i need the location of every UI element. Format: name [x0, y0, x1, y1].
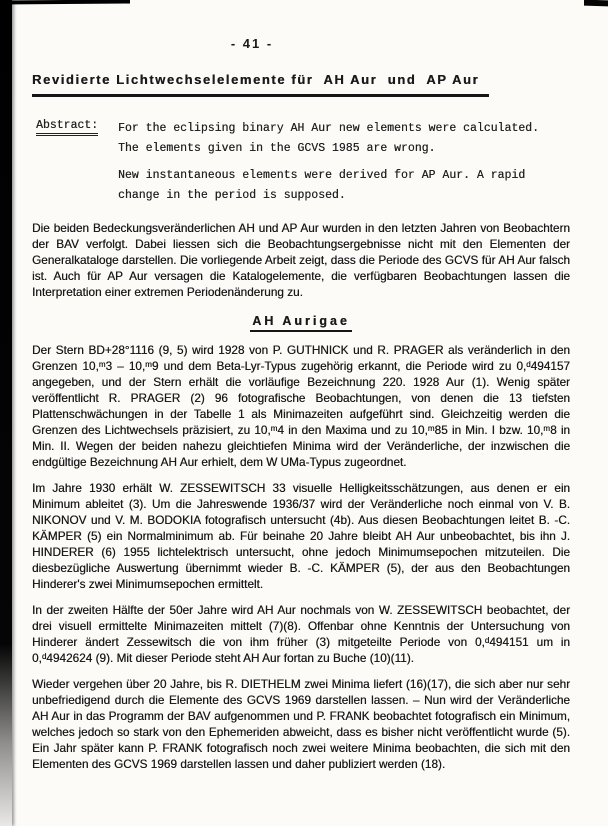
abstract-label-column [36, 119, 118, 206]
abstract-line: For the eclipsing binary AH Aur new elements were calculated. [118, 122, 539, 135]
scan-mark-top-right-artifact [584, 0, 608, 6]
body-paragraph: Wieder vergehen über 20 Jahre, bis R. DIETHELM zwei Minima liefert (16)(17), die sich aber nur sehr unbefriedigend durch die Elemente des GCVS 1969 darstellen lassen. – Nun wird der Veränderliche AH Aur in das Programm der BAV aufgenommen und P. FRANK beobachtet fotografisch ein Minimum, welches jedoch so stark von den Ephemeriden abweicht, dass es bisher nicht veröffentlicht wurde (5). Ein Jahr später kann P. FRANK fotografisch noch zwei weitere Minima beobachten, die sich mit den Elementen des GCVS 1969 darstellen lassen und daher publiziert werden (18). [32, 677, 570, 771]
abstract-label: Abstract: [36, 119, 98, 136]
article-title: Revidierte Lichtwechselelemente für AH Aur und AP Aur [32, 72, 489, 97]
scan-edge-top-artifact [0, 0, 130, 4]
scan-edge-left-artifact [0, 0, 12, 826]
page-content [32, 36, 570, 772]
abstract-line: change in the period is supposed. [118, 189, 346, 202]
abstract-line: The elements given in the GCVS 1985 are wrong. [118, 142, 436, 155]
body-paragraph: In der zweiten Hälfte der 50er Jahre wird AH Aur nochmals von W. ZESSEWITSCH beobachtet, der drei visuell ermittelte Minimazeiten mittelt (7)(8). Offenbar ohne Kenntnis der Untersuchung von Hinderer ändert Zessewitsch die von ihm früher (3) mitgeteilte Periode von 0,ᵈ494151 um in 0,ᵈ4942624 (9). Mit dieser Periode steht AH Aur fortan zu Buche (10)(11). [32, 603, 570, 665]
page-number: - 41 - [230, 36, 274, 51]
intro-paragraph: Die beiden Bedeckungsveränderlichen AH und AP Aur wurden in den letzten Jahren von Beobachtern der BAV verfolgt. Dabei liessen sich die Beobachtungsergebnisse nicht mit den Elementen der Generalkataloge darstellen. Die vorliegende Arbeit zeigt, dass die Periode des GCVS für AH Aur falsch ist. Auch für AP Aur versagen die Katalogelemente, die verfügbaren Beobachtungen lassen die Interpretation einer extremen Periodenänderung zu. [32, 221, 570, 299]
title-row [32, 71, 570, 97]
section-heading-row [32, 312, 570, 332]
abstract-line: New instantaneous elements were derived for AP Aur. A rapid [118, 169, 526, 182]
abstract-text-column [118, 119, 570, 206]
body-paragraph: Der Stern BD+28°1116 (9, 5) wird 1928 von P. GUTHNICK und R. PRAGER als veränderlich in den Grenzen 10,ᵐ3 – 10,ᵐ9 und dem Beta-Lyr-Typus zugehörig erkannt, die Periode wird zu 0,ᵈ494157 angegeben, und der Stern erhält die vorläufige Bezeichnung 220. 1928 Aur (1). Wenig später veröffentlicht R. PRAGER (2) 96 fotografische Beobachtungen, von denen die 13 tiefsten Plattenschwächungen in der Tabelle 1 als Minimazeiten aufgeführt sind. Gleichzeitig werden die Grenzen des Lichtwechsels präzisiert, zu 10,ᵐ4 in den Maxima und zu 10,ᵐ85 in Min. I bzw. 10,ᵐ8 in Min. II. Wegen der beiden nahezu gleichtiefen Minima wird der Veränderliche, der inzwischen die endgültige Bezeichnung AH Aur erhielt, dem W UMa-Typus zugeordnet. [32, 343, 570, 469]
abstract-block [36, 119, 570, 206]
abstract-paragraph-gap [118, 159, 570, 166]
body-paragraph: Im Jahre 1930 erhält W. ZESSEWITSCH 33 visuelle Helligkeitsschätzungen, aus denen er ein Minimum ableitet (3). Um die Jahreswende 1936/37 wird der Veränderliche noch einmal von V. B. NIKONOV und V. M. BODOKIA fotografisch untersucht (4b). Aus diesen Beobachtungen leitet B. -C. KÄMPER (5) ein Normalminimum ab. Für beinahe 20 Jahre bleibt AH Aur unbeobachtet, bis ihn J. HINDERER (6) 1955 lichtelektrisch untersucht, ohne jedoch Minimumsepochen mitzuteilen. Die diesbezügliche Auswertung übernimmt wieder B. -C. KÄMPER (5), der aus den Beobachtungen Hinderer's zwei Minimumsepochen ermittelt. [32, 481, 570, 591]
section-heading-ah-aurigae: AH Aurigae [250, 314, 352, 332]
